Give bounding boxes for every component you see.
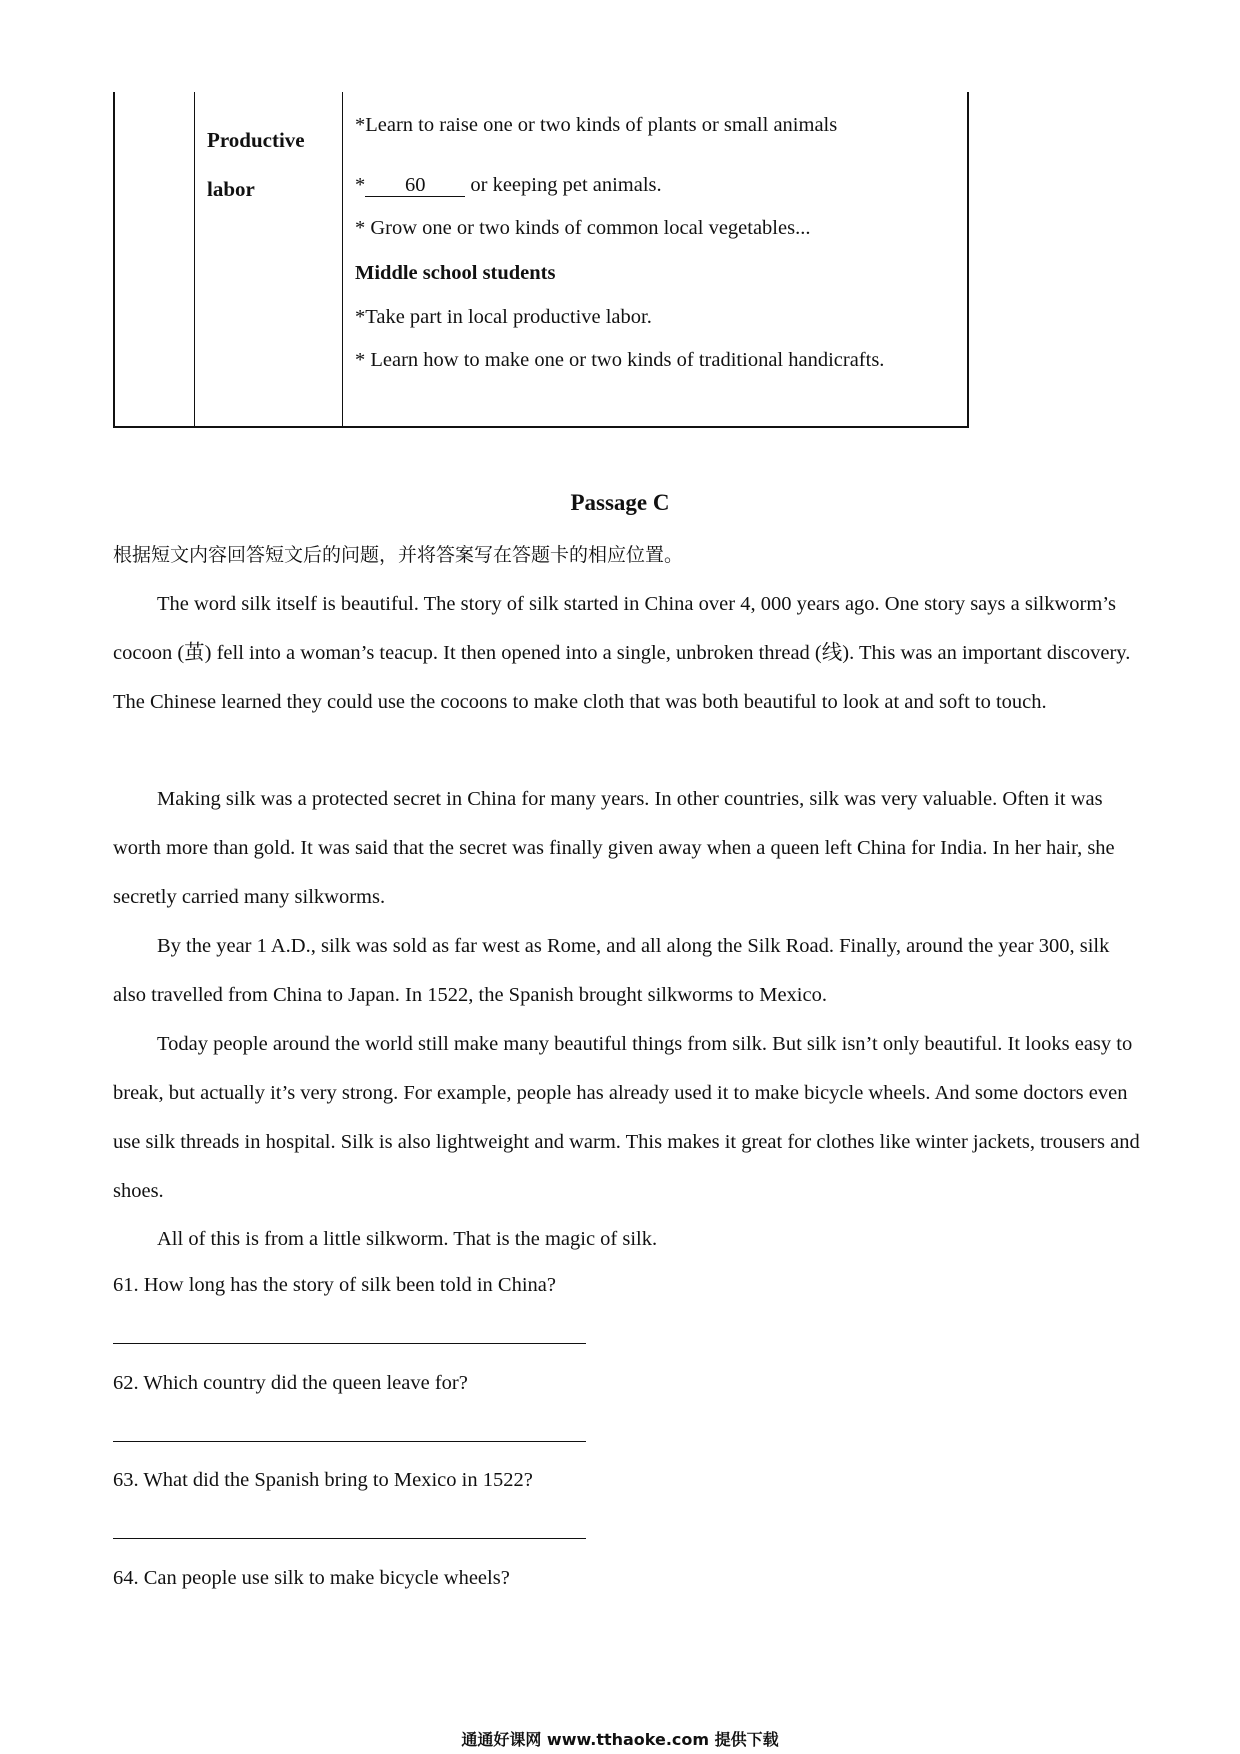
table-line: * Learn how to make one or two kinds of traditional handicrafts. <box>355 349 885 371</box>
table-line-with-blank <box>355 174 662 197</box>
question-61: 61. How long has the story of silk been told in China? <box>113 1274 556 1296</box>
question-63: 63. What did the Spanish bring to Mexico in 1522? <box>113 1469 533 1491</box>
question-62: 62. Which country did the queen leave for? <box>113 1372 468 1394</box>
passage-instruction: 根据短文内容回答短文后的问题，并将答案写在答题卡的相应位置。 <box>113 544 684 566</box>
passage-paragraph: The word silk itself is beautiful. The story of silk started in China over 4, 000 years ago. One story says a silkworm’s cocoon (茧) fell into a woman’s teacup. It then opened into a single, unbroken thread (线). This was an important discovery. The Chinese learned they could use the cocoons to make cloth that was both beautiful to look at and soft to touch. <box>113 593 1131 713</box>
answer-line-61[interactable] <box>113 1343 586 1344</box>
table-column-divider <box>342 92 343 426</box>
table-column-divider <box>194 92 195 426</box>
answer-line-62[interactable] <box>113 1441 586 1442</box>
page-footer: 通通好课网 www.tthaoke.com 提供下载 <box>461 1730 779 1749</box>
table-line: * Grow one or two kinds of common local vegetables... <box>355 217 811 239</box>
passage-paragraph: All of this is from a little silkworm. That is the magic of silk. <box>157 1228 658 1250</box>
activity-table <box>113 92 969 428</box>
question-64: 64. Can people use silk to make bicycle wheels? <box>113 1567 510 1589</box>
answer-line-63[interactable] <box>113 1538 586 1539</box>
fill-in-blank-60: 60 <box>365 174 465 197</box>
table-subheading: Middle school students <box>355 262 556 284</box>
passage-title: Passage C <box>570 490 670 515</box>
blank-prefix: * <box>355 174 366 196</box>
blank-suffix: or keeping pet animals. <box>465 174 662 196</box>
table-category-label: Productive labor <box>207 128 305 201</box>
passage-paragraph: Making silk was a protected secret in China for many years. In other countries, silk was very valuable. Often it was worth more than gold. It was said that the secret was finally given away when a queen left China for India. In her hair, she secretly carried many silkworms. <box>113 788 1115 908</box>
table-line: *Take part in local productive labor. <box>355 306 652 328</box>
passage-paragraph: By the year 1 A.D., silk was sold as far west as Rome, and all along the Silk Road. Finally, around the year 300, silk also travelled from China to Japan. In 1522, the Spanish brought silkworms to Mexico. <box>113 935 1110 1006</box>
passage-paragraph: Today people around the world still make many beautiful things from silk. But silk isn’t only beautiful. It looks easy to break, but actually it’s very strong. For example, people has already used it to make bicycle wheels. And some doctors even use silk threads in hospital. Silk is also lightweight and warm. This makes it great for clothes like winter jackets, trousers and shoes. <box>113 1033 1140 1202</box>
table-line: *Learn to raise one or two kinds of plants or small animals <box>355 114 838 136</box>
